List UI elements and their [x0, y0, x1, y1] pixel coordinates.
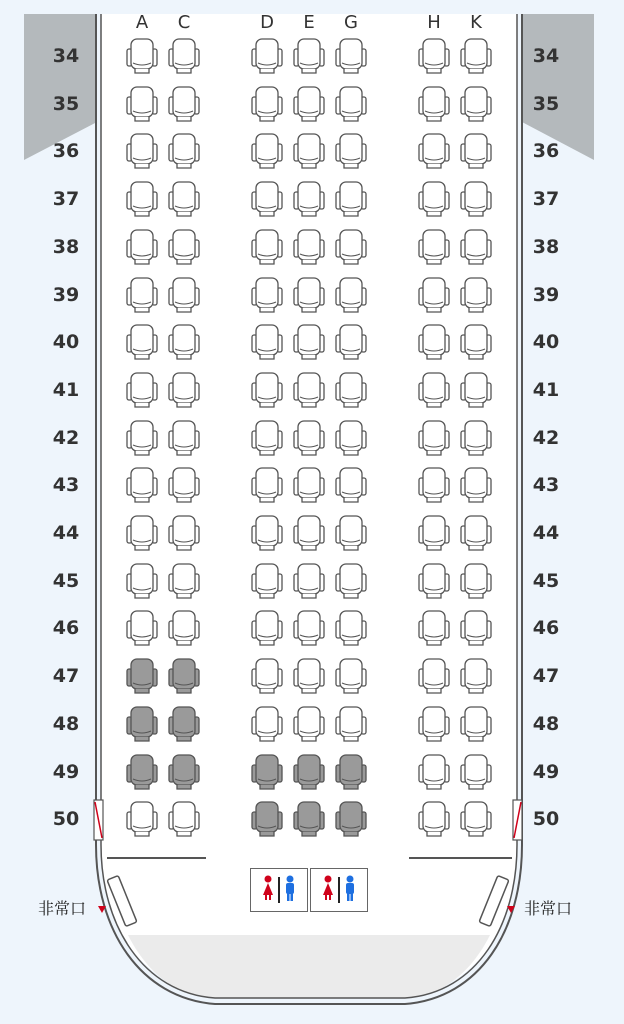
seat-44k-available[interactable] — [458, 513, 494, 553]
row-number-left: 42 — [52, 426, 80, 449]
seat-45c-available[interactable] — [166, 561, 202, 601]
column-letter-k: K — [470, 12, 482, 33]
seat-39a-available[interactable] — [124, 275, 160, 315]
seat-43g-available[interactable] — [333, 465, 369, 505]
seat-43k-available[interactable] — [458, 465, 494, 505]
seat-34c-available[interactable] — [166, 36, 202, 76]
column-letter-g: G — [344, 12, 358, 33]
row-number-right: 36 — [532, 140, 560, 163]
seat-46c-available[interactable] — [166, 608, 202, 648]
row-number-left: 40 — [52, 331, 80, 354]
row-number-right: 41 — [532, 378, 560, 401]
seat-36a-available[interactable] — [124, 131, 160, 171]
column-letter-d: D — [260, 12, 274, 33]
exit-arrow-left — [98, 906, 106, 913]
seat-43c-available[interactable] — [166, 465, 202, 505]
seat-48a-occupied — [124, 704, 160, 744]
row-number-left: 46 — [52, 617, 80, 640]
seat-37a-available[interactable] — [124, 179, 160, 219]
seat-50e-occupied — [291, 799, 327, 839]
seat-49d-occupied — [249, 752, 285, 792]
row-number-left: 34 — [52, 45, 80, 67]
restroom-divider — [338, 877, 340, 903]
seat-41a-available[interactable] — [124, 370, 160, 410]
seat-44c-available[interactable] — [166, 513, 202, 553]
column-letter-h: H — [427, 12, 441, 33]
row-number-right: 43 — [532, 474, 560, 497]
seat-44h-available[interactable] — [416, 513, 452, 553]
seat-39c-available[interactable] — [166, 275, 202, 315]
seat-38k-available[interactable] — [458, 227, 494, 267]
seat-41k-available[interactable] — [458, 370, 494, 410]
seat-47a-occupied — [124, 656, 160, 696]
seat-49c-occupied — [166, 752, 202, 792]
seat-42c-available[interactable] — [166, 418, 202, 458]
seat-34g-available[interactable] — [333, 36, 369, 76]
seat-48g-available[interactable] — [333, 704, 369, 744]
seat-35e-available[interactable] — [291, 84, 327, 124]
row-number-left: 39 — [52, 283, 80, 306]
seat-43d-available[interactable] — [249, 465, 285, 505]
seat-39d-available[interactable] — [249, 275, 285, 315]
seat-45g-available[interactable] — [333, 561, 369, 601]
seat-49g-occupied — [333, 752, 369, 792]
row-number-right: 50 — [532, 808, 560, 831]
seat-40a-available[interactable] — [124, 322, 160, 362]
row-number-right: 44 — [532, 522, 560, 544]
row-number-right: 42 — [532, 426, 560, 449]
seat-48h-available[interactable] — [416, 704, 452, 744]
seat-37d-available[interactable] — [249, 179, 285, 219]
column-letter-a: A — [135, 12, 149, 33]
seat-37h-available[interactable] — [416, 179, 452, 219]
seat-46a-available[interactable] — [124, 608, 160, 648]
galley-area — [128, 935, 490, 998]
seat-47d-available[interactable] — [249, 656, 285, 696]
seat-45a-available[interactable] — [124, 561, 160, 601]
restroom-female-icon — [321, 875, 335, 905]
seat-47c-occupied — [166, 656, 202, 696]
seat-34k-available[interactable] — [458, 36, 494, 76]
seat-41g-available[interactable] — [333, 370, 369, 410]
seat-35c-available[interactable] — [166, 84, 202, 124]
seat-46e-available[interactable] — [291, 608, 327, 648]
seat-37g-available[interactable] — [333, 179, 369, 219]
restroom-male-icon — [283, 875, 297, 905]
seat-48d-available[interactable] — [249, 704, 285, 744]
seat-40k-available[interactable] — [458, 322, 494, 362]
row-number-right: 48 — [532, 712, 560, 735]
seat-41c-available[interactable] — [166, 370, 202, 410]
exit-label-left: 非常口 — [38, 899, 87, 918]
seat-35g-available[interactable] — [333, 84, 369, 124]
seat-35d-available[interactable] — [249, 84, 285, 124]
seat-40d-available[interactable] — [249, 322, 285, 362]
seat-44e-available[interactable] — [291, 513, 327, 553]
seat-35k-available[interactable] — [458, 84, 494, 124]
seat-34d-available[interactable] — [249, 36, 285, 76]
exit-label-right: 非常口 — [524, 899, 573, 918]
row-number-right: 45 — [532, 569, 560, 592]
seat-42e-available[interactable] — [291, 418, 327, 458]
seat-45e-available[interactable] — [291, 561, 327, 601]
seat-39k-available[interactable] — [458, 275, 494, 315]
row-number-left: 36 — [52, 140, 80, 163]
seat-37c-available[interactable] — [166, 179, 202, 219]
row-number-left: 50 — [52, 808, 80, 831]
seat-47h-available[interactable] — [416, 656, 452, 696]
seat-40c-available[interactable] — [166, 322, 202, 362]
seat-47e-available[interactable] — [291, 656, 327, 696]
seat-37k-available[interactable] — [458, 179, 494, 219]
seat-40h-available[interactable] — [416, 322, 452, 362]
seat-38g-available[interactable] — [333, 227, 369, 267]
seat-44d-available[interactable] — [249, 513, 285, 553]
seat-48k-available[interactable] — [458, 704, 494, 744]
seat-38e-available[interactable] — [291, 227, 327, 267]
row-number-left: 47 — [52, 665, 80, 688]
seat-50h-available[interactable] — [416, 799, 452, 839]
seat-49a-occupied — [124, 752, 160, 792]
seat-35h-available[interactable] — [416, 84, 452, 124]
seat-43a-available[interactable] — [124, 465, 160, 505]
seat-43h-available[interactable] — [416, 465, 452, 505]
exit-arrow-right — [507, 906, 515, 913]
row-number-right: 34 — [532, 45, 560, 67]
restroom-female-icon — [261, 875, 275, 905]
row-number-right: 40 — [532, 331, 560, 354]
restroom-male-icon — [343, 875, 357, 905]
seat-43e-available[interactable] — [291, 465, 327, 505]
row-number-right: 46 — [532, 617, 560, 640]
seat-42k-available[interactable] — [458, 418, 494, 458]
row-number-left: 37 — [52, 188, 80, 211]
seat-48c-occupied — [166, 704, 202, 744]
seat-46d-available[interactable] — [249, 608, 285, 648]
row-number-right: 49 — [532, 760, 560, 783]
seat-40e-available[interactable] — [291, 322, 327, 362]
seat-36k-available[interactable] — [458, 131, 494, 171]
row-number-left: 49 — [52, 760, 80, 783]
seat-42a-available[interactable] — [124, 418, 160, 458]
row-number-left: 41 — [52, 378, 80, 401]
seat-45h-available[interactable] — [416, 561, 452, 601]
seat-41h-available[interactable] — [416, 370, 452, 410]
seat-49e-occupied — [291, 752, 327, 792]
seat-44g-available[interactable] — [333, 513, 369, 553]
row-number-right: 35 — [532, 92, 560, 115]
seat-42h-available[interactable] — [416, 418, 452, 458]
seat-46g-available[interactable] — [333, 608, 369, 648]
seat-40g-available[interactable] — [333, 322, 369, 362]
seat-34e-available[interactable] — [291, 36, 327, 76]
seat-50k-available[interactable] — [458, 799, 494, 839]
seat-39h-available[interactable] — [416, 275, 452, 315]
lavatory-1 — [250, 868, 308, 912]
row-number-left: 48 — [52, 712, 80, 735]
seat-34a-available[interactable] — [124, 36, 160, 76]
seat-38d-available[interactable] — [249, 227, 285, 267]
row-number-right: 47 — [532, 665, 560, 688]
seat-44a-available[interactable] — [124, 513, 160, 553]
seat-47k-available[interactable] — [458, 656, 494, 696]
left-wing — [24, 14, 97, 163]
seat-50d-occupied — [249, 799, 285, 839]
seat-45d-available[interactable] — [249, 561, 285, 601]
seat-41e-available[interactable] — [291, 370, 327, 410]
seat-46h-available[interactable] — [416, 608, 452, 648]
seat-36c-available[interactable] — [166, 131, 202, 171]
seat-37e-available[interactable] — [291, 179, 327, 219]
seat-36e-available[interactable] — [291, 131, 327, 171]
seat-38a-available[interactable] — [124, 227, 160, 267]
column-letter-e: E — [303, 12, 315, 33]
seat-48e-available[interactable] — [291, 704, 327, 744]
row-number-left: 44 — [52, 522, 80, 544]
seat-50g-occupied — [333, 799, 369, 839]
seat-49h-available[interactable] — [416, 752, 452, 792]
seat-38h-available[interactable] — [416, 227, 452, 267]
seat-35a-available[interactable] — [124, 84, 160, 124]
seat-50a-available[interactable] — [124, 799, 160, 839]
restroom-divider — [278, 877, 280, 903]
row-number-left: 38 — [52, 235, 80, 258]
seat-41d-available[interactable] — [249, 370, 285, 410]
seat-34h-available[interactable] — [416, 36, 452, 76]
seat-49k-available[interactable] — [458, 752, 494, 792]
seat-42g-available[interactable] — [333, 418, 369, 458]
row-number-left: 43 — [52, 474, 80, 497]
right-wing — [522, 14, 594, 163]
seat-36d-available[interactable] — [249, 131, 285, 171]
seat-45k-available[interactable] — [458, 561, 494, 601]
row-number-left: 35 — [52, 92, 80, 115]
row-number-right: 39 — [532, 283, 560, 306]
seat-39g-available[interactable] — [333, 275, 369, 315]
column-letter-c: C — [177, 12, 191, 33]
seat-42d-available[interactable] — [249, 418, 285, 458]
row-number-left: 45 — [52, 569, 80, 592]
seat-50c-available[interactable] — [166, 799, 202, 839]
seat-46k-available[interactable] — [458, 608, 494, 648]
seat-36h-available[interactable] — [416, 131, 452, 171]
seat-36g-available[interactable] — [333, 131, 369, 171]
seat-39e-available[interactable] — [291, 275, 327, 315]
seat-47g-available[interactable] — [333, 656, 369, 696]
seat-38c-available[interactable] — [166, 227, 202, 267]
row-number-right: 38 — [532, 235, 560, 258]
lavatory-2 — [310, 868, 368, 912]
row-number-right: 37 — [532, 188, 560, 211]
